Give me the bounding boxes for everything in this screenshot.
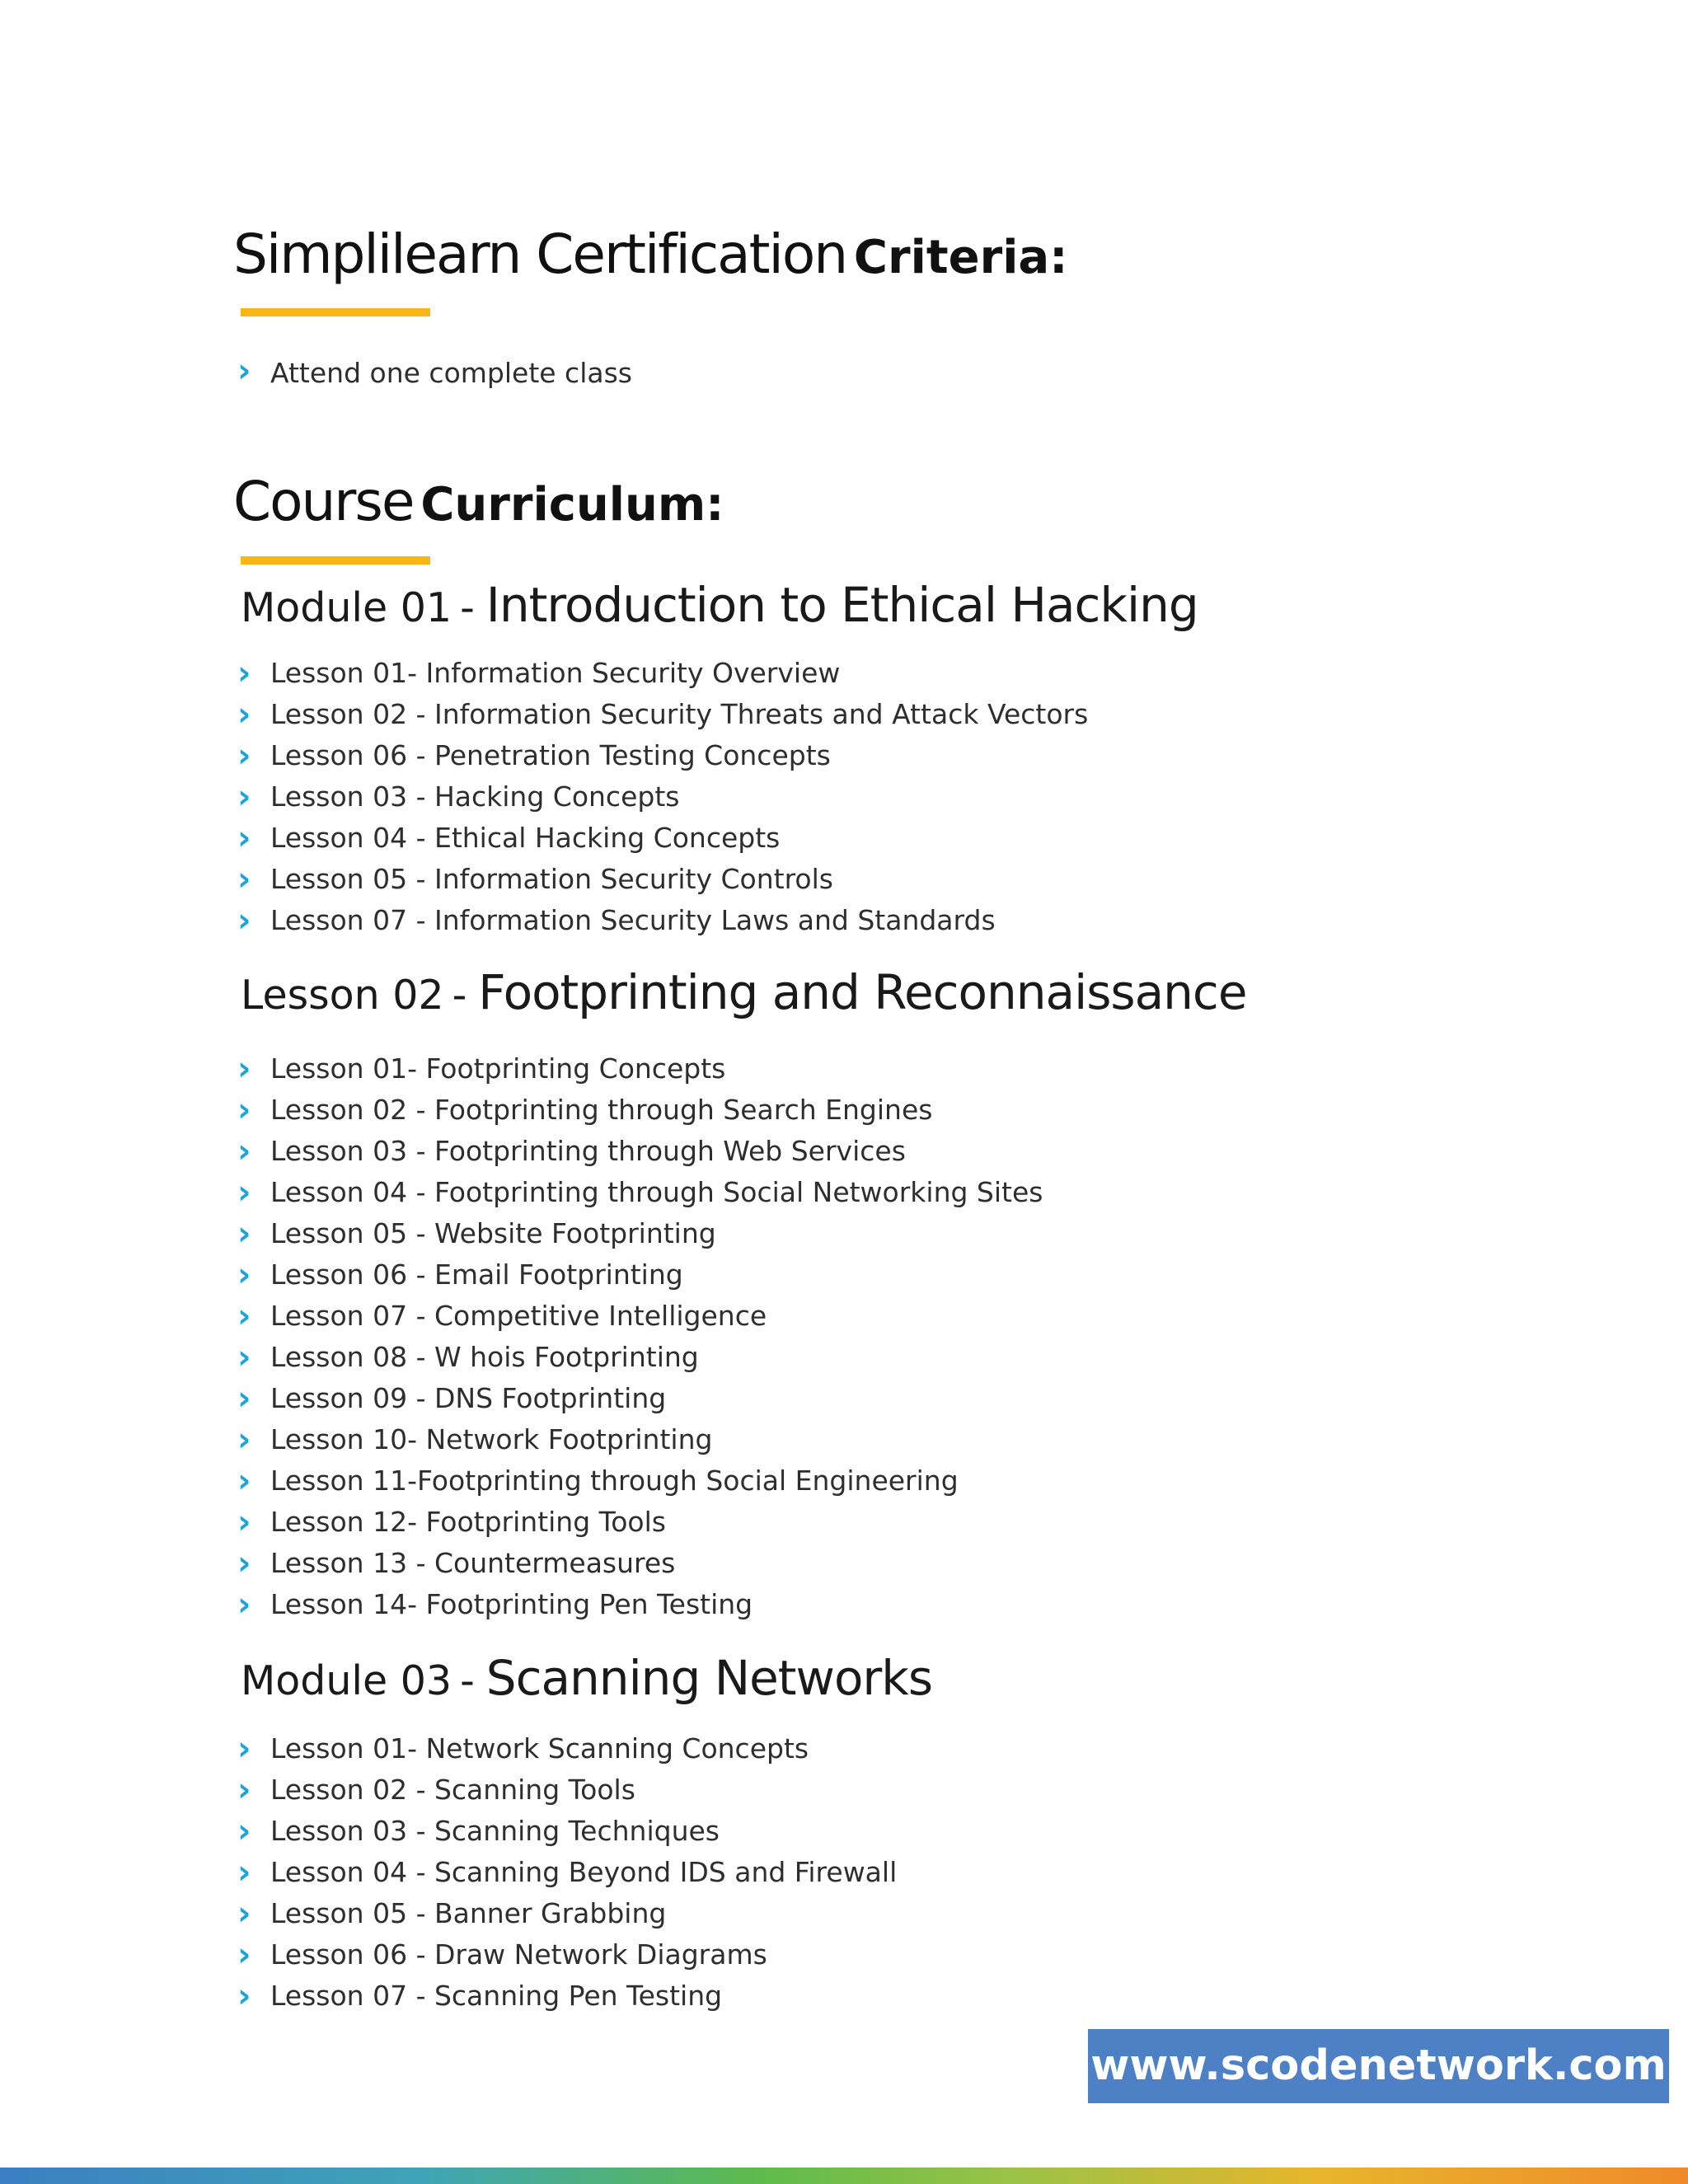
curriculum-heading-light: Course xyxy=(233,470,414,533)
module-01-title xyxy=(241,577,1198,633)
list-item xyxy=(236,694,1088,735)
chevron-right-icon: › xyxy=(237,696,251,733)
chevron-right-icon: › xyxy=(237,1132,251,1170)
list-item xyxy=(236,1584,1043,1625)
list-item-text: Lesson 01- Footprinting Concepts xyxy=(270,1052,726,1085)
module-dash: - xyxy=(460,584,475,631)
list-item-text: Lesson 14- Footprinting Pen Testing xyxy=(270,1588,753,1620)
list-item xyxy=(236,1975,897,2017)
list-item xyxy=(236,1337,1043,1378)
list-item-text: Lesson 09 - DNS Footprinting xyxy=(270,1382,667,1414)
certification-heading xyxy=(233,223,1068,286)
module-name: Footprinting and Reconnaissance xyxy=(478,964,1247,1020)
list-item xyxy=(236,1893,897,1934)
certification-heading-light: Simplilearn Certification xyxy=(233,223,847,286)
list-item-text: Lesson 04 - Scanning Beyond IDS and Firewall xyxy=(270,1856,898,1888)
list-item-text: Lesson 07 - Scanning Pen Testing xyxy=(270,1980,723,2012)
module-02-title xyxy=(241,964,1247,1020)
certification-list xyxy=(236,350,632,396)
footer-website-link[interactable]: www.scodenetwork.com xyxy=(1088,2029,1669,2103)
chevron-right-icon: › xyxy=(237,1421,251,1459)
chevron-right-icon: › xyxy=(237,1338,251,1376)
list-item-text: Lesson 02 - Scanning Tools xyxy=(270,1774,635,1806)
chevron-right-icon: › xyxy=(237,1586,251,1624)
list-item-text: Lesson 04 - Footprinting through Social Networking Sites xyxy=(270,1176,1043,1208)
module-03-lessons xyxy=(236,1728,897,2017)
chevron-right-icon: › xyxy=(237,1854,251,1891)
list-item-text: Lesson 07 - Information Security Laws and Standards xyxy=(270,904,996,936)
curriculum-underline xyxy=(241,556,430,565)
module-name: Introduction to Ethical Hacking xyxy=(485,577,1198,633)
list-item xyxy=(236,1934,897,1975)
list-item-text: Lesson 03 - Hacking Concepts xyxy=(270,780,680,813)
list-item-text: Lesson 02 - Footprinting through Search Engines xyxy=(270,1094,933,1126)
list-item-text: Lesson 03 - Footprinting through Web Services xyxy=(270,1135,906,1167)
module-03-title xyxy=(241,1650,933,1706)
list-item xyxy=(236,1213,1043,1254)
list-item xyxy=(236,859,1088,900)
list-item xyxy=(236,818,1088,859)
list-item xyxy=(236,1254,1043,1296)
list-item-text: Lesson 05 - Information Security Controls xyxy=(270,863,833,895)
chevron-right-icon: › xyxy=(237,352,251,390)
list-item xyxy=(236,1131,1043,1172)
module-prefix: Module 01 xyxy=(241,584,452,631)
chevron-right-icon: › xyxy=(237,1297,251,1335)
list-item xyxy=(236,1419,1043,1460)
chevron-right-icon: › xyxy=(237,1462,251,1500)
list-item-text: Lesson 06 - Email Footprinting xyxy=(270,1258,683,1291)
list-item-text: Lesson 12- Footprinting Tools xyxy=(270,1506,666,1538)
chevron-right-icon: › xyxy=(237,1215,251,1253)
list-item-text: Lesson 11-Footprinting through Social Engineering xyxy=(270,1465,959,1497)
footer-color-strip xyxy=(0,2168,1688,2184)
chevron-right-icon: › xyxy=(237,778,251,816)
chevron-right-icon: › xyxy=(237,902,251,940)
list-item-text: Lesson 05 - Banner Grabbing xyxy=(270,1897,667,1929)
chevron-right-icon: › xyxy=(237,1174,251,1212)
list-item xyxy=(236,1172,1043,1213)
list-item-text: Lesson 01- Information Security Overview xyxy=(270,657,841,689)
chevron-right-icon: › xyxy=(237,1050,251,1088)
list-item-text: Lesson 06 - Penetration Testing Concepts xyxy=(270,739,831,771)
list-item xyxy=(236,1090,1043,1131)
list-item-text: Lesson 10- Network Footprinting xyxy=(270,1423,713,1455)
list-item xyxy=(236,1502,1043,1543)
curriculum-heading-bold: Curriculum: xyxy=(420,478,724,532)
list-item-text: Lesson 05 - Website Footprinting xyxy=(270,1217,716,1249)
list-item xyxy=(236,1048,1043,1090)
list-item-text: Lesson 03 - Scanning Techniques xyxy=(270,1815,720,1847)
chevron-right-icon: › xyxy=(237,737,251,775)
list-item xyxy=(236,735,1088,776)
list-item-text: Lesson 07 - Competitive Intelligence xyxy=(270,1300,767,1332)
list-item-text: Lesson 06 - Draw Network Diagrams xyxy=(270,1938,767,1971)
chevron-right-icon: › xyxy=(237,1730,251,1768)
list-item-text: Lesson 04 - Ethical Hacking Concepts xyxy=(270,822,781,854)
module-prefix: Module 03 xyxy=(241,1657,452,1704)
list-item xyxy=(236,1769,897,1811)
list-item xyxy=(236,1296,1043,1337)
list-item xyxy=(236,1378,1043,1419)
list-item-text: Attend one complete class xyxy=(270,357,632,389)
module-prefix: Lesson 02 xyxy=(241,972,444,1019)
list-item-text: Lesson 01- Network Scanning Concepts xyxy=(270,1732,809,1765)
certification-underline xyxy=(241,308,430,316)
module-01-lessons xyxy=(236,653,1088,941)
list-item xyxy=(236,1460,1043,1502)
list-item-text: Lesson 13 - Countermeasures xyxy=(270,1547,676,1579)
list-item-text: Lesson 02 - Information Security Threats and Attack Vectors xyxy=(270,698,1089,730)
chevron-right-icon: › xyxy=(237,1936,251,1974)
chevron-right-icon: › xyxy=(237,1091,251,1129)
chevron-right-icon: › xyxy=(237,654,251,692)
chevron-right-icon: › xyxy=(237,860,251,898)
list-item-text: Lesson 08 - W hois Footprinting xyxy=(270,1341,699,1373)
chevron-right-icon: › xyxy=(237,1812,251,1850)
certification-heading-bold: Criteria: xyxy=(853,231,1068,284)
chevron-right-icon: › xyxy=(237,1977,251,2015)
list-item xyxy=(236,1543,1043,1584)
module-dash: - xyxy=(452,972,467,1019)
curriculum-heading xyxy=(233,470,724,533)
chevron-right-icon: › xyxy=(237,1380,251,1418)
chevron-right-icon: › xyxy=(237,1256,251,1294)
list-item xyxy=(236,1728,897,1769)
list-item xyxy=(236,1811,897,1852)
module-dash: - xyxy=(460,1657,475,1704)
chevron-right-icon: › xyxy=(237,1503,251,1541)
chevron-right-icon: › xyxy=(237,1771,251,1809)
list-item xyxy=(236,900,1088,941)
list-item xyxy=(236,350,632,396)
list-item xyxy=(236,776,1088,818)
list-item xyxy=(236,653,1088,694)
chevron-right-icon: › xyxy=(237,1895,251,1933)
module-name: Scanning Networks xyxy=(485,1650,933,1706)
list-item xyxy=(236,1852,897,1893)
chevron-right-icon: › xyxy=(237,1544,251,1582)
module-02-lessons xyxy=(236,1048,1043,1625)
chevron-right-icon: › xyxy=(237,819,251,857)
